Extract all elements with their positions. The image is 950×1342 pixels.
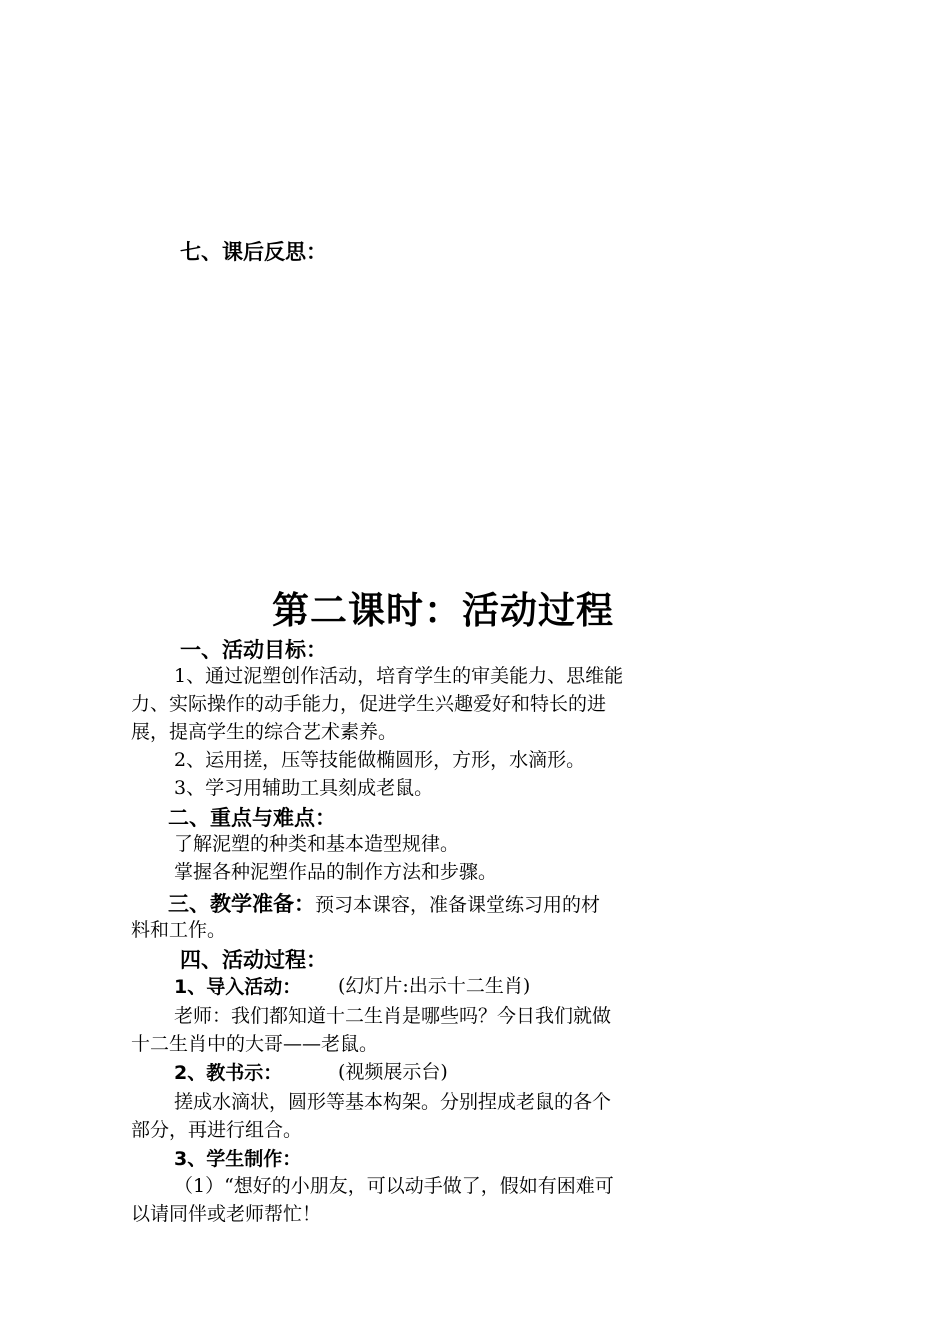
step1-line1: 老师：我们都知道十二生肖是哪些吗？今日我们就做 xyxy=(174,1005,612,1027)
preparation-line1 xyxy=(168,888,600,919)
goal-1-line3: 展，提高学生的综合艺术素养。 xyxy=(131,721,398,743)
step2-line2: 部分，再进行组合。 xyxy=(131,1119,303,1141)
preparation-heading: 三、教学准备： xyxy=(168,892,315,916)
goal-3: 3、学习用辅助工具刻成老鼠。 xyxy=(174,777,434,799)
step1-note: (幻灯片:出示十二生肖) xyxy=(338,975,531,997)
step3-label: 3、学生制作： xyxy=(174,1148,302,1170)
key-points-heading: 二、重点与难点： xyxy=(168,806,336,830)
section7-heading: 七、课后反思： xyxy=(180,240,327,264)
goals-heading: 一、活动目标： xyxy=(180,638,327,662)
step2-note: (视频展示台) xyxy=(338,1061,448,1083)
preparation-text: 预习本课容，准备课堂练习用的材 xyxy=(315,894,601,916)
goal-1-line1: 1、通过泥塑创作活动，培育学生的审美能力、思维能 xyxy=(174,665,624,687)
step1-line2: 十二生肖中的大哥——老鼠。 xyxy=(131,1033,379,1055)
key-point-2: 掌握各种泥塑作品的制作方法和步骤。 xyxy=(174,861,498,883)
step3-line1: （1）“想好的小朋友，可以动手做了，假如有困难可 xyxy=(174,1175,614,1197)
process-heading: 四、活动过程： xyxy=(180,948,327,972)
step2-line1: 搓成水滴状，圆形等基本构架。分别捏成老鼠的各个 xyxy=(174,1091,612,1113)
lesson-title: 第二课时：活动过程 xyxy=(272,589,614,632)
goal-2: 2、运用搓，压等技能做椭圆形，方形，水滴形。 xyxy=(174,749,586,771)
goal-1-line2: 力、实际操作的动手能力，促进学生兴趣爱好和特长的进 xyxy=(131,693,607,715)
step1-label: 1、导入活动： xyxy=(174,976,302,998)
preparation-line2: 料和工作。 xyxy=(131,919,227,941)
step2-label: 2、教书示： xyxy=(174,1062,283,1084)
step3-line2: 以请同伴或老师帮忙！ xyxy=(131,1203,322,1225)
key-point-1: 了解泥塑的种类和基本造型规律。 xyxy=(174,833,460,855)
